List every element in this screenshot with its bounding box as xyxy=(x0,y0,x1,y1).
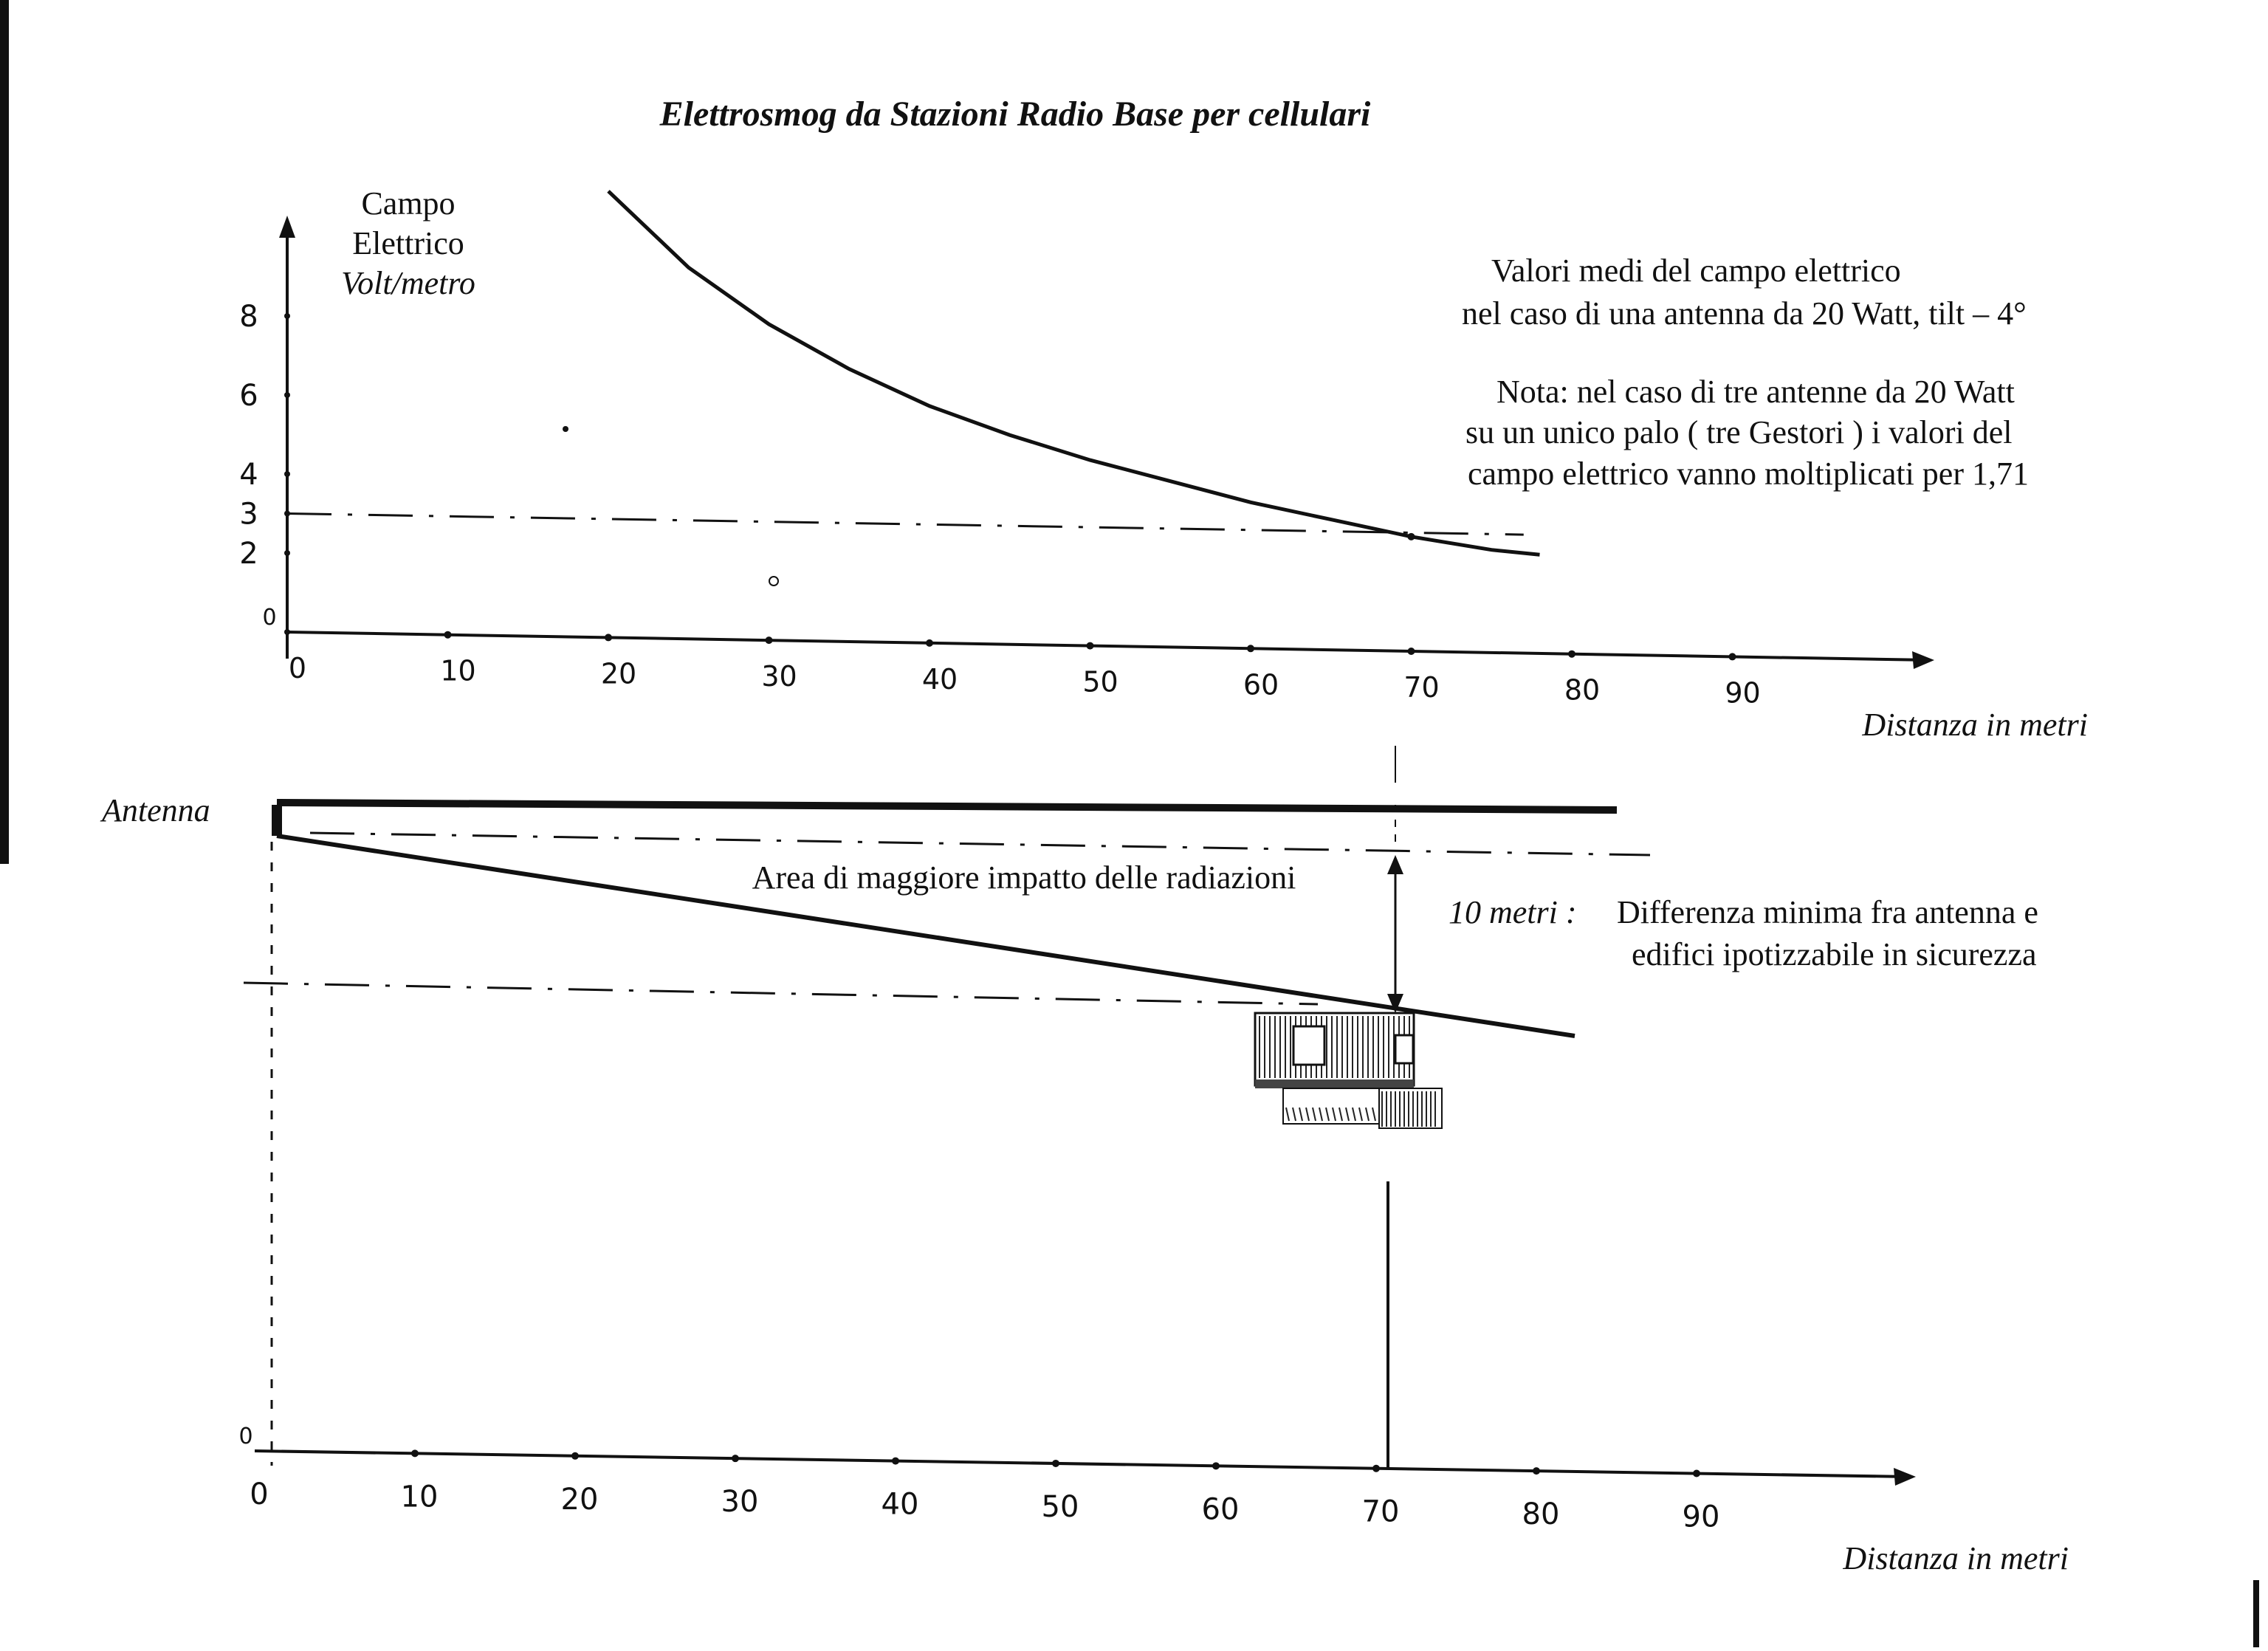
series-line xyxy=(608,191,1540,555)
x-tick-mark xyxy=(1533,1467,1540,1475)
y-tick-label: 3 xyxy=(239,497,258,532)
y-axis-label-line-2: Elettrico xyxy=(352,225,464,261)
annotation-line-1: Valori medi del campo elettrico xyxy=(1491,253,1901,289)
series-point xyxy=(1408,533,1415,540)
distance-arrow-head-up xyxy=(1387,855,1403,874)
x-axis-label: Distanza in metri xyxy=(1843,1540,2069,1576)
annotation-line-5: campo elettrico vanno moltiplicati per 1,71 xyxy=(1468,456,2029,492)
distance-label: 10 metri : xyxy=(1449,894,1577,930)
x-axis-arrow xyxy=(1912,651,1934,669)
x-tick-mark xyxy=(411,1449,419,1457)
antenna-height-line xyxy=(310,833,1650,855)
scan-edge-left xyxy=(0,0,9,864)
x-tick-mark xyxy=(1693,1470,1700,1477)
x-tick-label: 60 xyxy=(1243,668,1279,701)
building-illustration xyxy=(1255,1013,1442,1128)
x-tick-label: 50 xyxy=(1082,665,1118,698)
building-door xyxy=(1395,1035,1413,1063)
y-tick-mark xyxy=(284,471,290,477)
x-tick-label: 0 xyxy=(288,652,307,684)
safety-note-line-2: edifici ipotizzabile in sicurezza xyxy=(1632,936,2037,972)
x-tick-mark xyxy=(571,1452,579,1460)
x-tick-label: 60 xyxy=(1201,1492,1240,1527)
x-tick-label: 80 xyxy=(1522,1497,1560,1532)
y-tick-mark xyxy=(284,629,290,635)
safety-note-line-1: Differenza minima fra antenna e xyxy=(1617,894,2038,930)
x-axis xyxy=(287,632,1931,660)
x-tick-mark xyxy=(1408,648,1415,655)
building-lower-floor xyxy=(1283,1088,1379,1124)
y-tick-mark xyxy=(284,313,290,319)
x-tick-label: 20 xyxy=(560,1482,599,1517)
x-tick-mark xyxy=(1372,1465,1380,1472)
x-tick-mark xyxy=(605,634,612,641)
x-tick-label: 10 xyxy=(400,1480,439,1514)
x-axis-arrow xyxy=(1894,1468,1916,1486)
x-tick-label: 90 xyxy=(1682,1500,1720,1534)
y-tick-label: 2 xyxy=(239,537,258,571)
y-axis-label-line-1: Campo xyxy=(361,185,456,222)
x-tick-mark xyxy=(444,631,452,639)
x-tick-mark xyxy=(1052,1460,1059,1467)
antenna-mast-top xyxy=(272,805,282,836)
x-tick-label: 70 xyxy=(1403,670,1440,704)
x-ticks xyxy=(289,631,1761,710)
y-tick-label: 6 xyxy=(239,379,258,413)
x-tick-label: 50 xyxy=(1041,1489,1079,1524)
building-balcony xyxy=(1255,1080,1414,1088)
x-tick-mark xyxy=(1212,1462,1220,1469)
y-tick-label: 8 xyxy=(239,300,258,334)
y-tick-mark xyxy=(284,550,290,556)
scan-edge-right xyxy=(2253,1580,2259,1647)
beam-upper-edge xyxy=(277,803,1617,810)
x-tick-mark xyxy=(1568,651,1575,658)
field-strength-chart xyxy=(239,185,2088,743)
x-tick-mark xyxy=(926,639,933,647)
scan-speck xyxy=(769,577,778,586)
x-tick-label: 90 xyxy=(1725,676,1761,710)
building-height-line xyxy=(244,983,1318,1004)
impact-area-label: Area di maggiore impatto delle radiazioni xyxy=(752,859,1296,896)
annotation-line-3: Nota: nel caso di tre antenne da 20 Watt xyxy=(1496,374,2015,410)
x-tick-label: 0 xyxy=(250,1477,269,1511)
reference-line xyxy=(287,514,1524,535)
building-upper-floor xyxy=(1255,1013,1414,1085)
y-ticks xyxy=(239,300,290,635)
x-tick-label: 30 xyxy=(721,1485,759,1520)
y-tick-label: 0 xyxy=(262,605,277,631)
x-tick-mark xyxy=(766,636,773,644)
antenna-diagram xyxy=(100,746,2069,1576)
annotation-line-4: su un unico palo ( tre Gestori ) i valori del xyxy=(1465,414,2013,450)
x-tick-mark xyxy=(892,1458,899,1465)
building-garage xyxy=(1379,1088,1442,1128)
x-axis-label: Distanza in metri xyxy=(1862,707,2088,743)
y-tick-label: 0 xyxy=(238,1424,253,1449)
x-tick-mark xyxy=(1087,642,1094,650)
x-tick-mark xyxy=(1247,645,1254,652)
y-tick-label: 4 xyxy=(239,458,258,492)
y-axis-arrow xyxy=(279,216,295,238)
page-title: Elettrosmog da Stazioni Radio Base per cellulari xyxy=(659,95,1371,134)
x-tick-label: 10 xyxy=(440,654,476,687)
building-window xyxy=(1293,1026,1324,1065)
x-axis xyxy=(255,1451,1908,1477)
scan-speck xyxy=(563,426,568,432)
x-tick-label: 80 xyxy=(1564,673,1601,707)
y-axis-label-unit: Volt/metro xyxy=(341,265,475,301)
y-tick-mark xyxy=(284,392,290,398)
x-tick-mark xyxy=(732,1455,739,1462)
x-tick-label: 70 xyxy=(1361,1494,1400,1529)
x-tick-mark xyxy=(1729,653,1736,660)
x-tick-label: 20 xyxy=(600,657,637,690)
x-tick-label: 40 xyxy=(921,662,958,696)
x-tick-label: 30 xyxy=(761,660,797,693)
antenna-label: Antenna xyxy=(102,792,210,828)
x-tick-label: 40 xyxy=(881,1487,919,1522)
annotation-line-2: nel caso di una antenna da 20 Watt, tilt – 4° xyxy=(1462,295,2027,332)
